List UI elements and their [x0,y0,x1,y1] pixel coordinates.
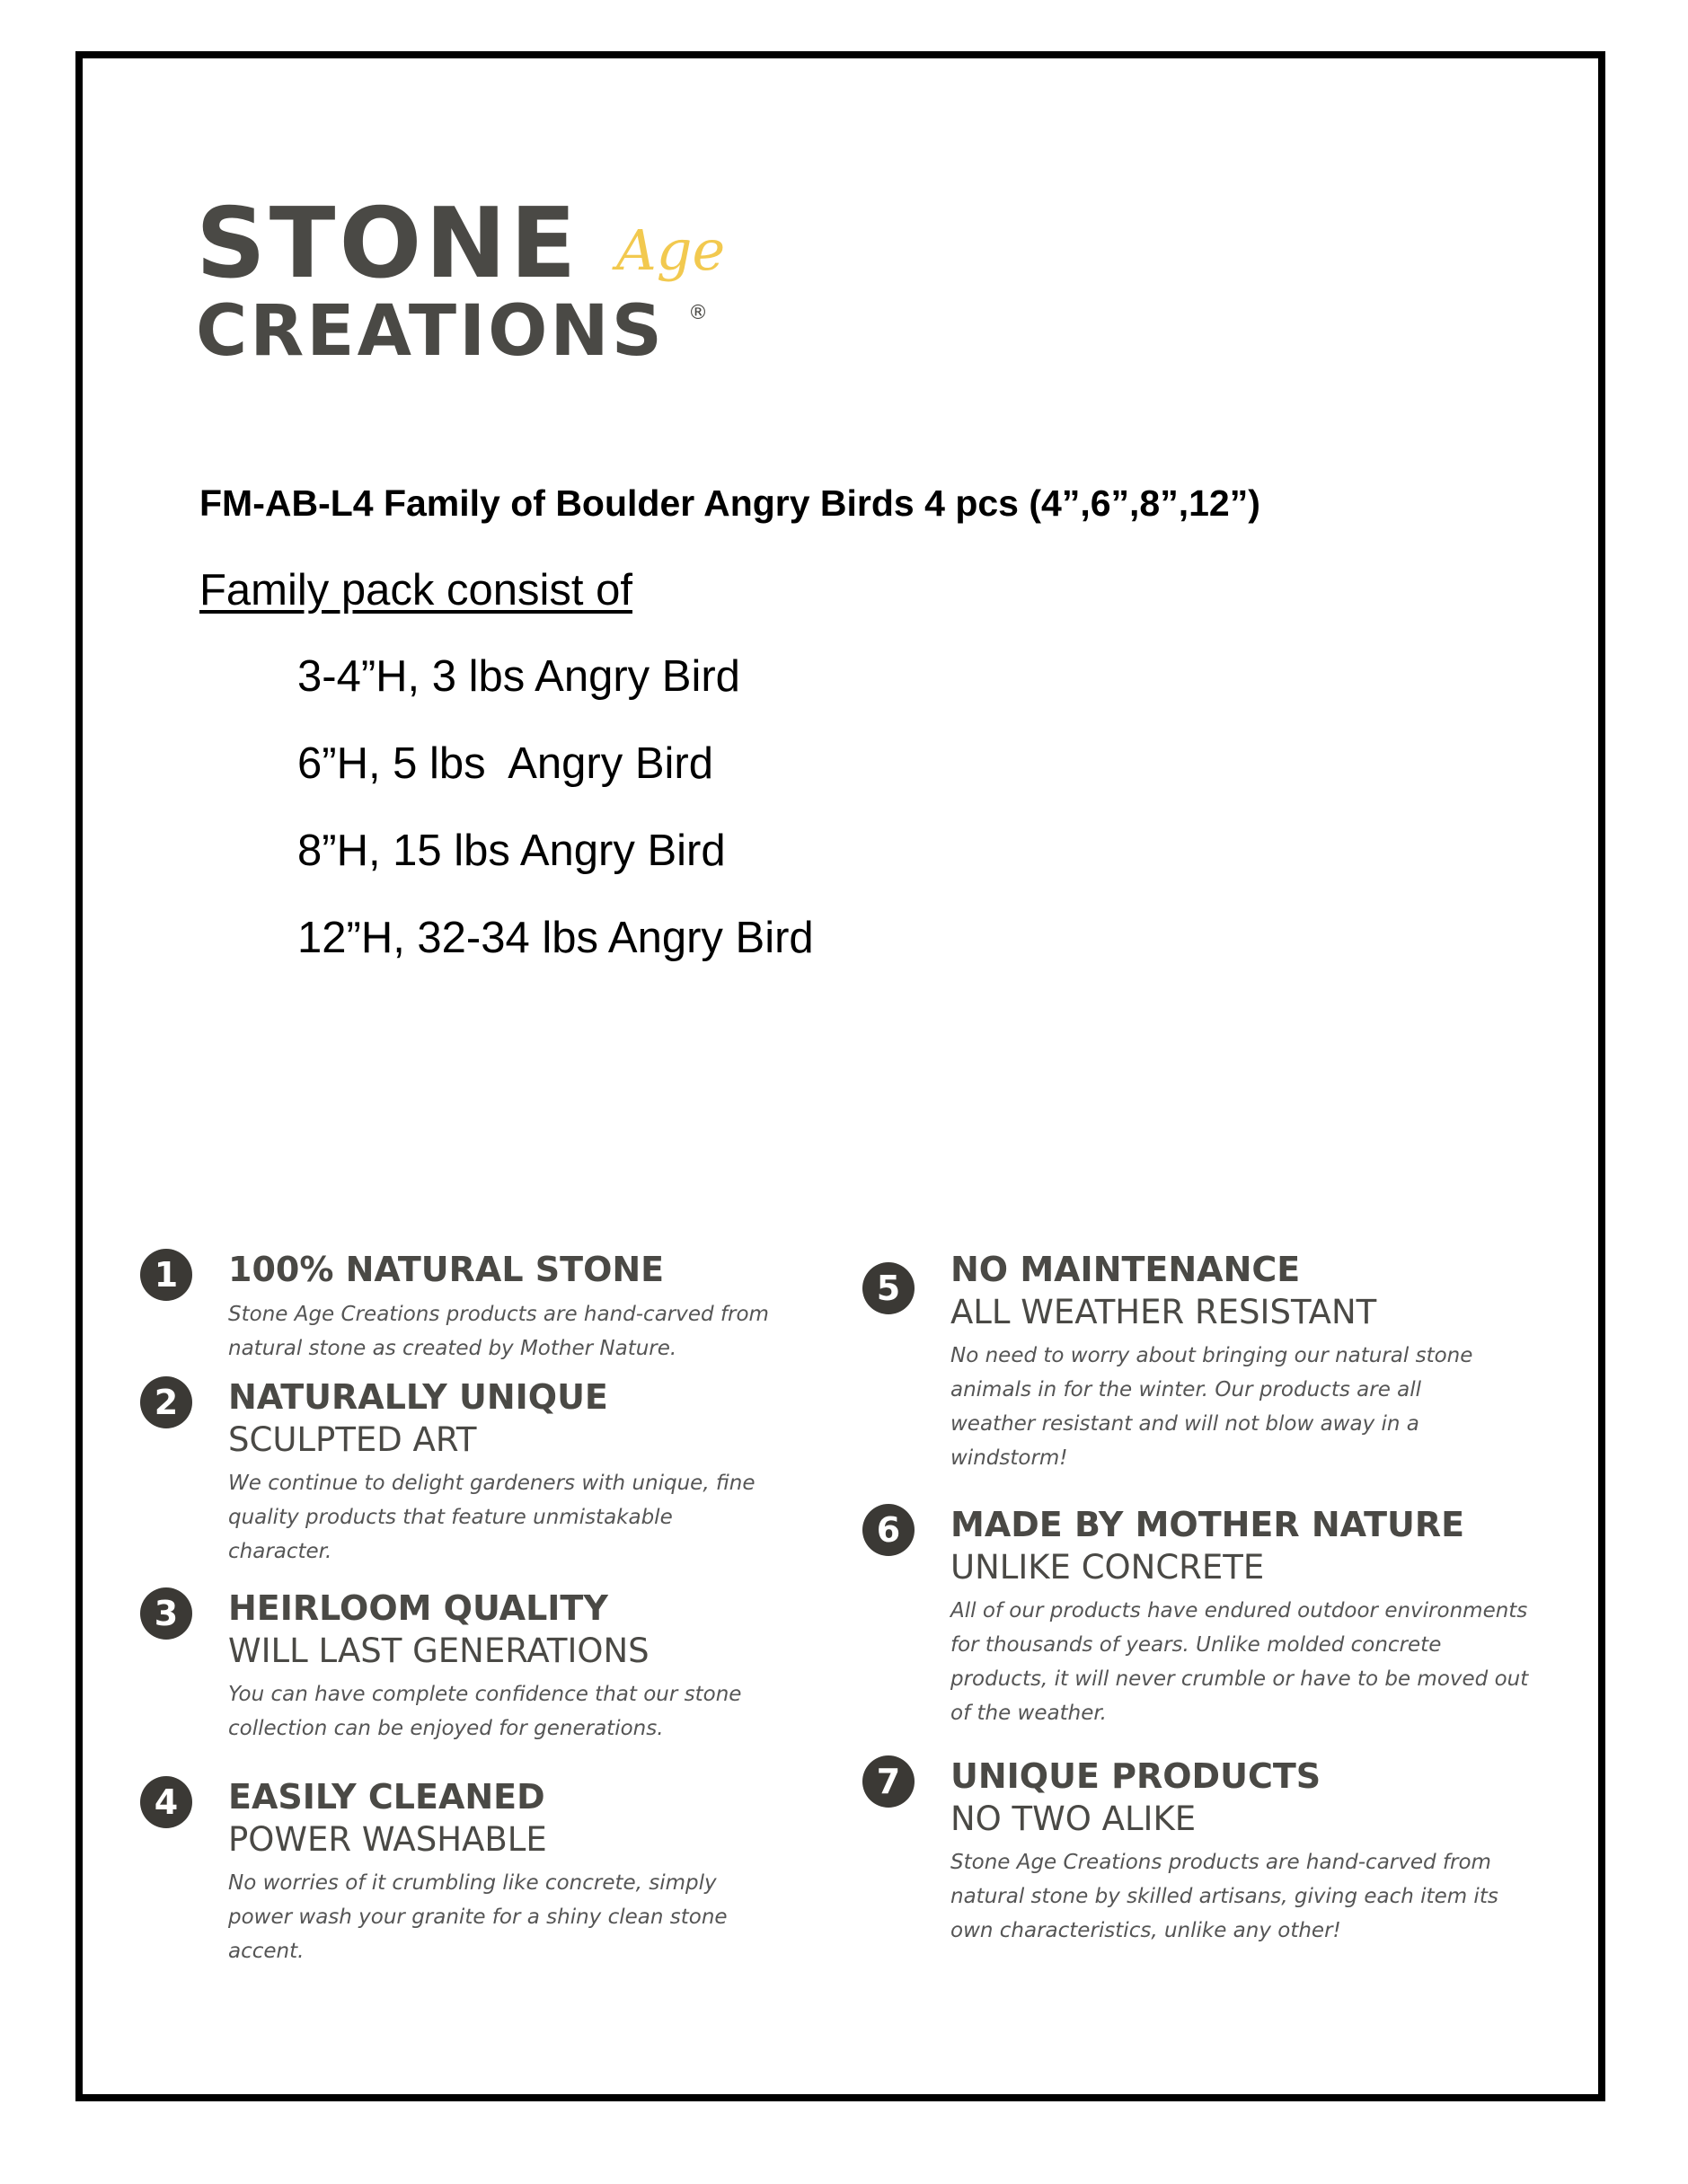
feature-subtitle: WILL LAST GENERATIONS [228,1631,650,1670]
logo-stone-text: STONE [196,188,580,300]
feature-title: EASILY CLEANED [228,1777,545,1817]
registered-mark: ® [688,302,708,324]
product-title: FM-AB-L4 Family of Boulder Angry Birds 4 pcs (4”,6”,8”,12”) [199,482,1260,524]
feature-subtitle: SCULPTED ART [228,1419,477,1459]
pack-heading: Family pack consist of [199,566,632,615]
feature-description: All of our products have endured outdoor environments for thousands of years. Unlike molded concrete products, it will never crumble or have to be moved out of the weather. [950,1598,1529,1725]
feature-number-badge: 1 [140,1249,192,1301]
feature-title: 100% NATURAL STONE [228,1250,665,1289]
feature-title: MADE BY MOTHER NATURE [950,1505,1465,1544]
feature-number-badge: 6 [862,1504,915,1556]
logo-age-text: Age [616,217,726,283]
feature-title: HEIRLOOM QUALITY [228,1588,608,1628]
feature-title: NO MAINTENANCE [950,1250,1301,1289]
feature-number-badge: 4 [140,1776,192,1828]
brand-logo [196,188,726,376]
feature-number-badge: 5 [862,1262,915,1314]
feature-title: NATURALLY UNIQUE [228,1377,608,1417]
feature-number-badge: 7 [862,1755,915,1808]
pack-item: 3-4”H, 3 lbs Angry Bird [297,652,740,701]
feature-description: No worries of it crumbling like concrete, simply power wash your granite for a shiny clean stone accent. [228,1870,728,1963]
feature-subtitle: UNLIKE CONCRETE [950,1547,1265,1587]
feature-description: Stone Age Creations products are hand-carved from natural stone as created by Mother Nature. [228,1302,769,1360]
pack-item: 8”H, 15 lbs Angry Bird [297,827,726,875]
feature-title: UNIQUE PRODUCTS [950,1756,1321,1796]
feature-description: We continue to delight gardeners with unique, fine quality products that feature unmistakable character. [228,1471,756,1563]
feature-description: Stone Age Creations products are hand-carved from natural stone by skilled artisans, giving each item its own characteristics, unlike any other! [950,1850,1498,1942]
feature-subtitle: POWER WASHABLE [228,1819,547,1859]
feature-description: You can have complete confidence that our stone collection can be enjoyed for generations. [228,1682,742,1740]
logo-creations-text: CREATIONS [196,291,665,372]
feature-number-badge: 2 [140,1376,192,1428]
feature-subtitle: ALL WEATHER RESISTANT [950,1292,1377,1331]
feature-number-badge: 3 [140,1587,192,1640]
pack-item: 12”H, 32-34 lbs Angry Bird [297,914,814,962]
feature-subtitle: NO TWO ALIKE [950,1799,1197,1838]
feature-description: No need to worry about bringing our natural stone animals in for the winter. Our products are all weather resistant and will not blow away in a windstorm! [950,1343,1473,1470]
pack-item: 6”H, 5 lbs Angry Bird [297,739,713,788]
